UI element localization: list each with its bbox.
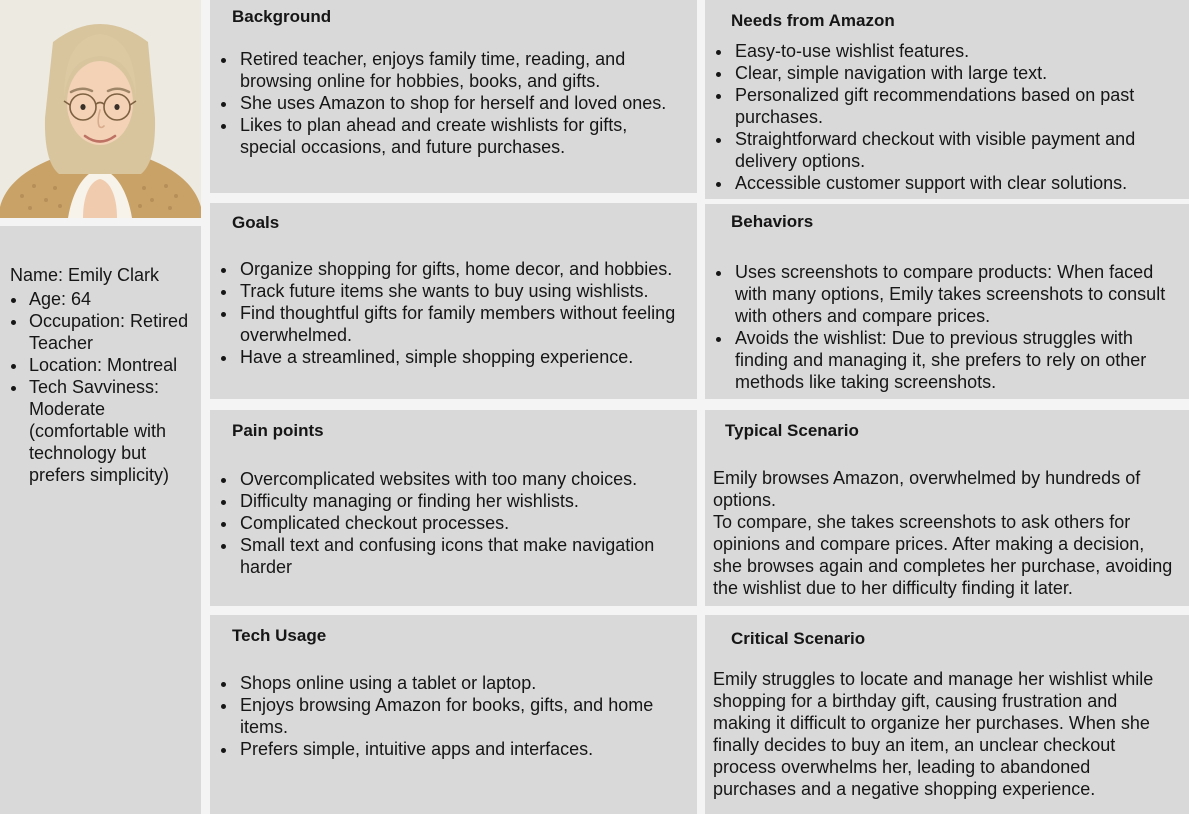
pain-points-title: Pain points [232, 421, 324, 440]
goals-title: Goals [232, 213, 280, 232]
background-card [210, 0, 697, 193]
behaviors-card [705, 204, 1189, 399]
critical-scenario-text [705, 668, 1189, 800]
bullet-item: • Overcomplicated websites with too many choices. [238, 468, 685, 490]
needs-from-amazon-title: Needs from Amazon [731, 11, 895, 30]
persona-photo [0, 0, 201, 218]
bullet-item: • Retired teacher, enjoys family time, reading, and browsing online for hobbies, books, and gifts. [238, 48, 685, 92]
bullet-item: • Clear, simple navigation with large text. [733, 62, 1177, 84]
bullet-item: • Occupation: Retired Teacher [28, 310, 197, 354]
bullet-item: • Have a streamlined, simple shopping experience. [238, 346, 685, 368]
woman-portrait-illustration [0, 0, 201, 218]
bullet-item: • Easy-to-use wishlist features. [733, 40, 1177, 62]
bullet-item: • Difficulty managing or finding her wishlists. [238, 490, 685, 512]
tech-usage-card [210, 615, 697, 814]
paragraph: To compare, she takes screenshots to ask others for opinions and compare prices. After making a decision, she browses again and completes her purchase, avoiding the wishlist due to her difficulty finding it later. [713, 512, 1173, 598]
bullet-item: • Likes to plan ahead and create wishlists for gifts, special occasions, and future purchases. [238, 114, 685, 158]
paragraph: Emily browses Amazon, overwhelmed by hundreds of options. [713, 468, 1141, 510]
tech-usage-bullet-list [210, 672, 697, 760]
pain-points-card [210, 410, 697, 606]
tech-usage-title: Tech Usage [232, 626, 327, 645]
typical-scenario-title: Typical Scenario [725, 421, 859, 440]
bullet-item: • Uses screenshots to compare products: When faced with many options, Emily takes screenshots to consult with others and compare prices. [733, 261, 1177, 327]
critical-scenario-title: Critical Scenario [731, 629, 866, 648]
bullet-item: • Prefers simple, intuitive apps and interfaces. [238, 738, 685, 760]
bullet-item: • Location: Montreal [28, 354, 197, 376]
behaviors-title: Behaviors [731, 212, 814, 231]
bullet-item: • Small text and confusing icons that make navigation harder [238, 534, 685, 578]
typical-scenario-text [705, 467, 1189, 599]
background-bullet-list [210, 48, 697, 158]
profile-panel [0, 226, 201, 814]
bullet-item: • Find thoughtful gifts for family members without feeling overwhelmed. [238, 302, 685, 346]
bullet-item: • Enjoys browsing Amazon for books, gifts, and home items. [238, 694, 685, 738]
bullet-item: • Track future items she wants to buy using wishlists. [238, 280, 685, 302]
bullet-item: • Shops online using a tablet or laptop. [238, 672, 685, 694]
bullet-item: • Accessible customer support with clear solutions. [733, 172, 1177, 194]
behaviors-bullet-list [705, 261, 1189, 393]
typical-scenario-card [705, 410, 1189, 606]
bullet-item: • Organize shopping for gifts, home decor, and hobbies. [238, 258, 685, 280]
background-title: Background [232, 7, 332, 26]
paragraph: Emily struggles to locate and manage her wishlist while shopping for a birthday gift, causing frustration and making it difficult to organize her purchases. When she finally decides to buy an item, an unclear checkout process overwhelms her, leading to abandoned purchases and a negative shopping experience. [713, 669, 1154, 799]
bullet-item: • Complicated checkout processes. [238, 512, 685, 534]
persona-name-line: Name: Emily Clark [10, 265, 160, 285]
bullet-item: • She uses Amazon to shop for herself and loved ones. [238, 92, 685, 114]
critical-scenario-card [705, 615, 1189, 814]
needs-bullet-list [705, 40, 1189, 194]
needs-from-amazon-card [705, 0, 1189, 199]
profile-detail-list [10, 288, 197, 486]
goals-bullet-list [210, 258, 697, 368]
goals-card [210, 203, 697, 399]
pain-points-bullet-list [210, 468, 697, 578]
bullet-item: • Age: 64 [28, 288, 197, 310]
bullet-item: • Avoids the wishlist: Due to previous struggles with finding and managing it, she prefers to rely on other methods like taking screenshots. [733, 327, 1177, 393]
bullet-item: • Straightforward checkout with visible payment and delivery options. [733, 128, 1177, 172]
bullet-item: • Tech Savviness: Moderate (comfortable with technology but prefers simplicity) [28, 376, 197, 486]
bullet-item: • Personalized gift recommendations based on past purchases. [733, 84, 1177, 128]
